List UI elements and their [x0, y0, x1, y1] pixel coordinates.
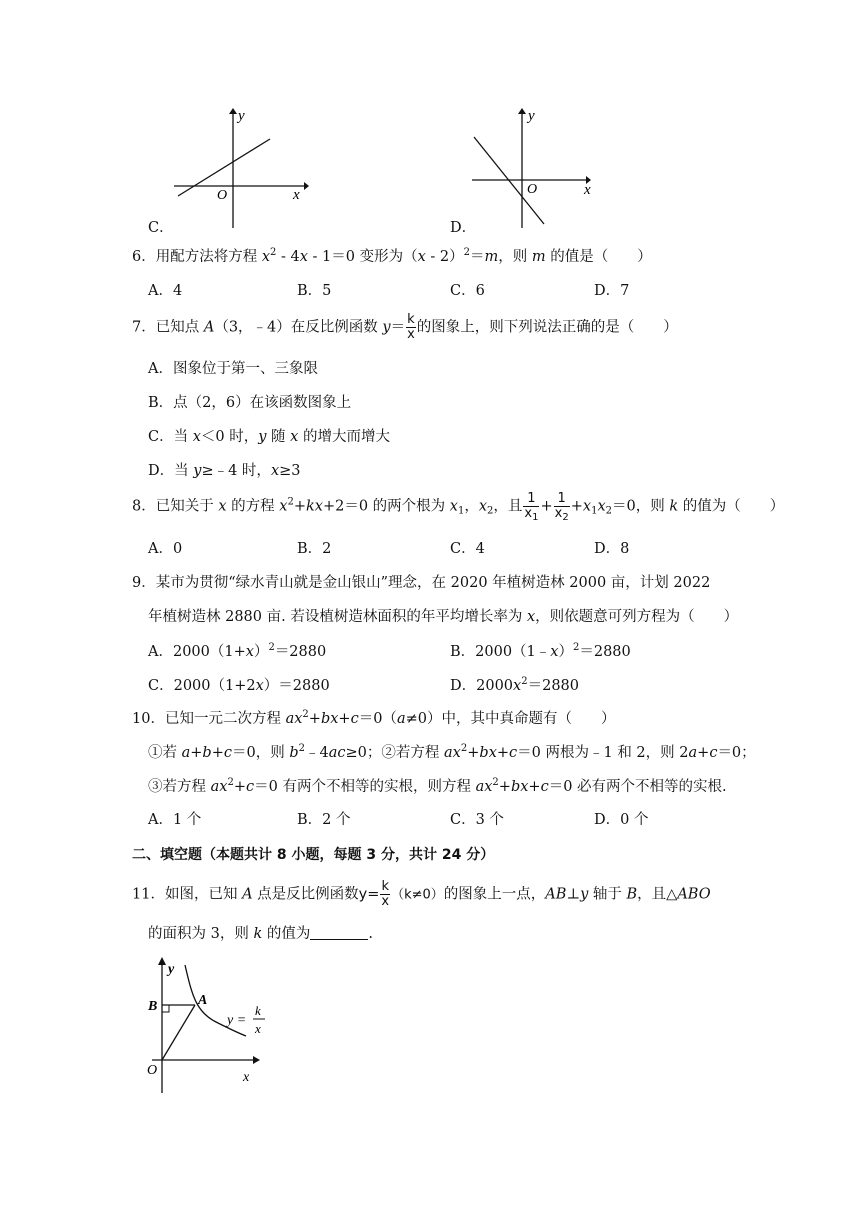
question-9-line-2: 年植树造林 2880 亩. 若设植树造林面积的年平均增长率为 x，则依题意可列方程为（ ）: [148, 609, 739, 625]
graph-c-origin-label: O: [217, 188, 228, 203]
fig-x-label: x: [243, 1070, 250, 1085]
graph-c-option-label: C．: [148, 220, 174, 236]
question-10: 10．已知一元二次方程 $ax^2+bx+c=0(a\ne 0)$中，其中真命题有（ ）: [132, 709, 616, 727]
q8-option-d: D．8: [594, 541, 630, 557]
fig-y-label: y: [168, 962, 175, 977]
graph-d-option-label: D．: [450, 220, 477, 236]
q9-option-d: D．$2000x^2=2880$: [450, 676, 579, 694]
q8-option-b: B．2: [297, 541, 332, 557]
q6-option-b: B．5: [297, 283, 332, 299]
question-8: 8．已知关于 x 的方程 $x^2+kx+2=0$ 的两个根为 $x_1$，$x_2$，且 $\frac{1}{x_1}$ + $\frac{1}{x_2}$ $+x_1x_2=0$，则 k 的值为（ ）: [132, 491, 785, 523]
fig-equation-y: y =: [227, 1013, 247, 1028]
q10-option-d: D．0 个: [594, 812, 649, 828]
fig-point-b-label: B: [148, 999, 158, 1014]
graph-d-origin-label: O: [527, 182, 538, 197]
graph-d-x-label: x: [584, 182, 591, 198]
q8-option-a: A．0: [148, 541, 183, 557]
question-11: 11．如图，已知 A 点是反比例函数y= $\frac{k}{x}$ （k≠0）的图象上一点，AB⊥y 轴于 B，且△ABO: [132, 879, 711, 909]
question-6: 6．用配方法将方程 $x^2 - 4x - 1=0$ 变形为（x - 2）$^2$＝m，则 m 的值是（ ）: [132, 247, 652, 265]
q10-option-a: A．1 个: [148, 812, 202, 828]
fig-equation-k: k: [255, 1003, 261, 1018]
q7-option-c: C．当 x＜0 时，y 随 x 的增大而增大: [148, 429, 390, 445]
q11-figure: [140, 955, 270, 1095]
question-7: 7．已知点 A（3，﹣4）在反比例函数 y＝ $\frac{k}{x}$ 的图象上，则下列说法正确的是（ ）: [132, 312, 678, 342]
graph-c-x-label: x: [293, 187, 300, 203]
q9-option-c: C．2000（1+2x）＝2880: [148, 678, 330, 694]
graph-d-y-label: y: [528, 108, 535, 124]
q10-option-c: C．3 个: [450, 812, 504, 828]
graph-d: [468, 104, 598, 229]
q7-option-a: A．图象位于第一、三象限: [148, 361, 318, 377]
q10-statement-1-2: ①若 a+b+c＝0，则 $b^2﹣4ac\ge 0$；②若方程 $ax^2+bx+c=0$ 两根为﹣1 和 2，则 2a+c＝0；: [148, 743, 756, 761]
q6-option-d: D．7: [594, 283, 630, 299]
section-2-heading: 二、填空题（本题共计 8 小题，每题 3 分，共计 24 分）: [132, 847, 495, 863]
q8-fraction-2: $\frac{1}{x_2}$: [554, 491, 569, 523]
fig-point-a-label: A: [198, 993, 208, 1008]
fig-origin-label: O: [147, 1063, 158, 1078]
q7-fraction: $\frac{k}{x}$: [407, 312, 415, 342]
q8-fraction-1: $\frac{1}{x_1}$: [524, 491, 539, 523]
answer-blank[interactable]: [310, 925, 368, 940]
q10-option-b: B．2 个: [297, 812, 351, 828]
graph-c: [170, 104, 310, 229]
graph-c-y-label: y: [238, 108, 245, 124]
q9-option-a: A．$2000(1+x)^2=2880$: [148, 642, 327, 660]
q6-option-c: C．6: [450, 283, 485, 299]
q9-option-b: B．2000（1﹣x）$^2$＝2880: [450, 642, 631, 660]
q10-statement-3: ③若方程 $ax^2+c=0$ 有两个不相等的实根，则方程 $ax^2+bx+c=0$ 必有两个不相等的实根.: [148, 777, 727, 795]
question-11-line-2: 的面积为 3，则 k 的值为 .: [148, 926, 373, 942]
q7-option-d: D．当 y≥﹣4 时，x≥3: [148, 463, 301, 479]
fig-equation-x: x: [255, 1021, 261, 1036]
q8-option-c: C．4: [450, 541, 485, 557]
q6-option-a: A．4: [148, 283, 183, 299]
question-9-line-1: 9．某市为贯彻“绿水青山就是金山银山”理念，在 2020 年植树造林 2000 亩，计划 2022: [132, 575, 711, 591]
q7-option-b: B．点（2，6）在该函数图象上: [148, 395, 352, 411]
q11-fraction: $\frac{k}{x}$: [381, 879, 390, 909]
